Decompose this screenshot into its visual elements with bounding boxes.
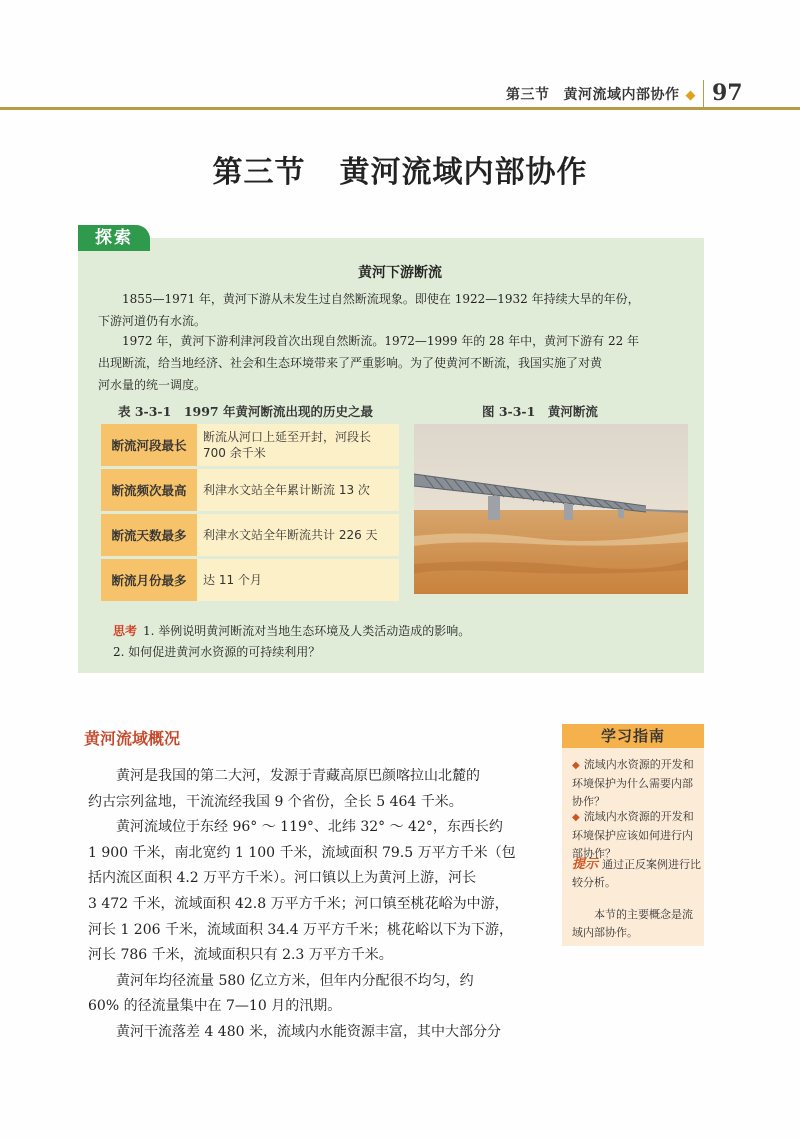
running-head-section: 第三节 bbox=[506, 87, 550, 103]
think-questions bbox=[113, 621, 470, 663]
table-row bbox=[101, 559, 399, 601]
bridge-photo-illustration bbox=[414, 424, 688, 594]
explore-tag: 探索 bbox=[78, 225, 150, 251]
think-question-2: 2. 如何促进黄河水资源的可持续利用？ bbox=[113, 645, 321, 659]
title-text: 黄河流域内部协作 bbox=[339, 155, 588, 190]
table-row-label: 断流频次最高 bbox=[101, 469, 197, 511]
history-table bbox=[101, 424, 399, 604]
study-guide-heading: 学习指南 bbox=[562, 724, 704, 748]
running-head bbox=[506, 84, 696, 104]
header-divider bbox=[703, 80, 704, 110]
section-heading: 黄河流域概况 bbox=[84, 729, 181, 748]
table-row bbox=[101, 469, 399, 511]
diamond-icon: ◆ bbox=[572, 812, 580, 823]
diamond-icon: ◆ bbox=[685, 88, 696, 103]
think-question-1: 1. 举例说明黄河断流对当地生态环境及人类活动造成的影响。 bbox=[143, 624, 471, 638]
figure-caption: 图 3-3-1 黄河断流 bbox=[482, 404, 598, 419]
header-rule bbox=[0, 107, 800, 110]
table-row-value: 利津水文站全年累计断流 13 次 bbox=[197, 469, 399, 511]
table-row-label: 断流河段最长 bbox=[101, 424, 197, 466]
table-row-value: 利津水文站全年断流共计 226 天 bbox=[197, 514, 399, 556]
diamond-icon: ◆ bbox=[572, 760, 580, 771]
table-row-label: 断流天数最多 bbox=[101, 514, 197, 556]
tip-label: 提示 bbox=[572, 857, 599, 872]
guide-conclusion: 本节的主要概念是流域内部协作。 bbox=[572, 908, 693, 939]
running-head-title: 黄河流域内部协作 bbox=[563, 87, 680, 103]
table-caption: 表 3-3-1 1997 年黄河断流出现的历史之最 bbox=[118, 404, 373, 419]
dry-riverbed-photo bbox=[414, 424, 688, 594]
guide-item: ◆ 流域内水资源的开发和环境保护应该如何进行内部协作？ bbox=[572, 810, 694, 860]
page-title bbox=[0, 147, 800, 191]
explore-paragraph-1: 1855—1971 年，黄河下游从未发生过自然断流现象。即使在 1922—1932 年持续大旱的年份， 下游河道仍有水流。 bbox=[98, 292, 640, 328]
think-label: 思考 bbox=[113, 624, 138, 638]
table-row bbox=[101, 424, 399, 466]
page-number: 97 bbox=[712, 80, 743, 106]
section-body: 黄河是我国的第二大河，发源于青藏高原巴颜喀拉山北麓的 约古宗列盆地，干流流经我国 9 个省份，全长 5 464 千米。 黄河流域位于东经 96° ～ 119°、北纬 32° ～ 42°，东西长约 1 900 千米，南北宽约 1 100 千米，流域面积 79.5 万平方千米（包 括内流区面积 4.2 万平方千米）。河口镇以上为黄河上游，河长 3 472 千米，流域面积 42.8 万平方千米；河口镇至桃花峪为中游， 河长 1 206 千米，流域面积 34.4 万平方千米；桃花峪以下为下游， 河长 786 千米，流域面积只有 2.3 万平方千米。 黄河年均径流量 580 亿立方米，但年内分配很不均匀，约 60% 的径流量集中在 7—10 月的汛期。 黄河干流落差 4 480 米，流域内水能资源丰富，其中大部分分 bbox=[88, 768, 516, 1040]
table-row-value: 断流从河口上延至开封，河段长 700 余千米 bbox=[197, 424, 399, 466]
title-section: 第三节 bbox=[212, 155, 306, 190]
table-row bbox=[101, 514, 399, 556]
guide-tip: 提示 通过正反案例进行比较分析。 bbox=[572, 857, 702, 889]
table-row-label: 断流月份最多 bbox=[101, 559, 197, 601]
table-row-value: 达 11 个月 bbox=[197, 559, 399, 601]
study-guide bbox=[562, 724, 704, 946]
explore-paragraph-2: 1972 年，黄河下游利津河段首次出现自然断流。1972—1999 年的 28 年中，黄河下游有 22 年 出现断流，给当地经济、社会和生态环境带来了严重影响。为了使黄河不断流，我国实施了对黄 河水量的统一调度。 bbox=[98, 334, 640, 392]
explore-heading: 黄河下游断流 bbox=[358, 265, 442, 281]
guide-item: ◆ 流域内水资源的开发和环境保护为什么需要内部协作？ bbox=[572, 758, 694, 808]
